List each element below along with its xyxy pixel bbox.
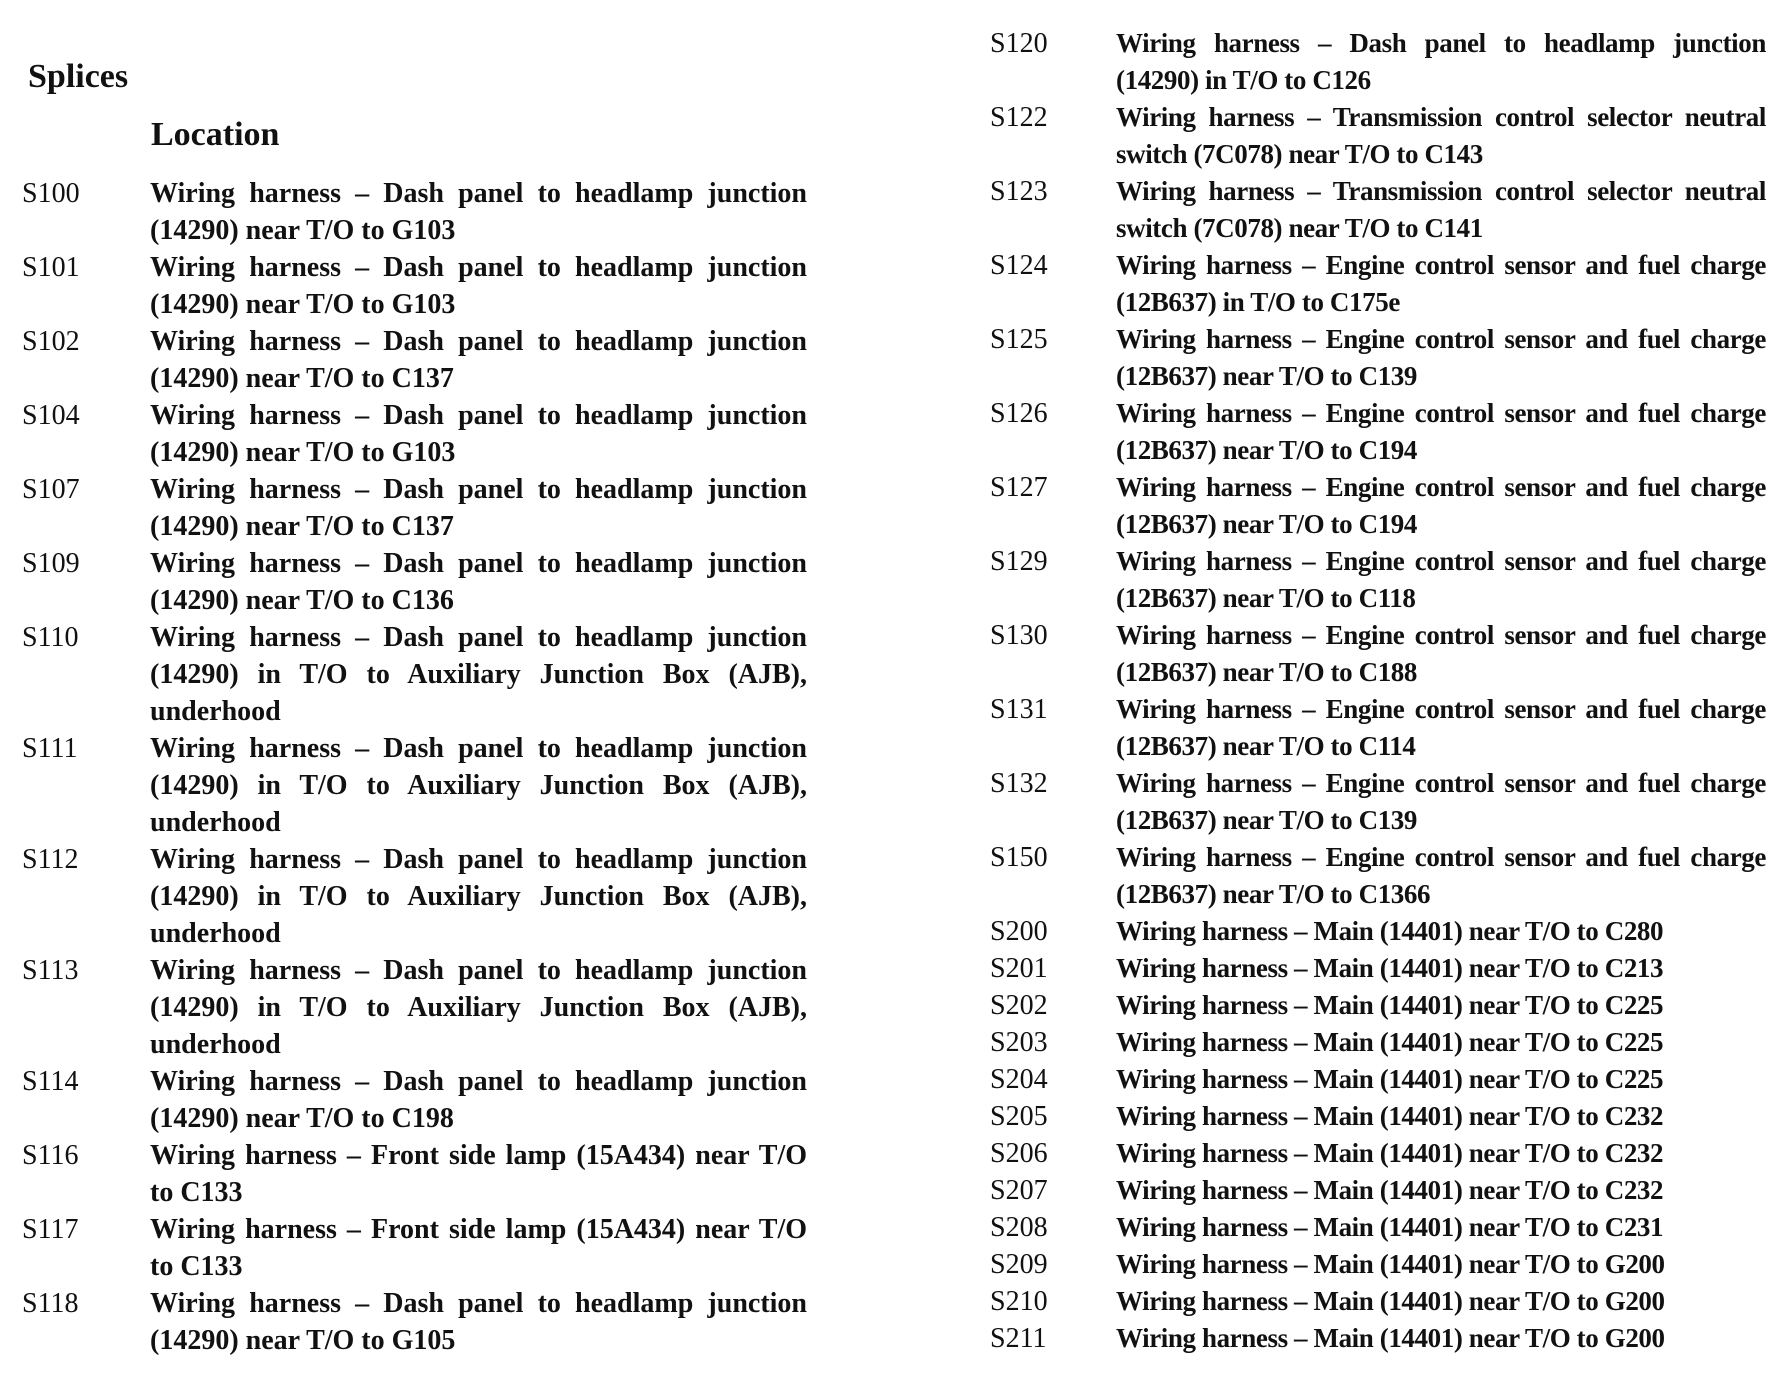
splice-code: S209	[990, 1249, 1048, 1280]
splice-entry	[990, 1172, 1770, 1209]
splice-code: S206	[990, 1138, 1048, 1169]
splice-location: Wiring harness – Engine control sensor and fuel charge (12B637) near T/O to C139	[1116, 324, 1766, 391]
splice-code: S109	[22, 548, 80, 579]
splice-location: Wiring harness – Dash panel to headlamp junction (14290) in T/O to Auxiliary Junction Box (AJB), underhood	[150, 622, 807, 727]
splice-location: Wiring harness – Dash panel to headlamp junction (14290) near T/O to G105	[150, 1288, 807, 1356]
splice-location: Wiring harness – Dash panel to headlamp junction (14290) in T/O to Auxiliary Junction Box (AJB), underhood	[150, 955, 807, 1060]
splice-entry	[22, 619, 807, 730]
splice-code: S132	[990, 768, 1048, 799]
splice-entry	[22, 952, 807, 1063]
section-title: Splices	[28, 58, 129, 95]
splice-code: S208	[990, 1212, 1048, 1243]
splice-location: Wiring harness – Transmission control selector neutral switch (7C078) near T/O to C141	[1116, 176, 1766, 243]
splice-code: S117	[22, 1214, 79, 1245]
splice-entry	[990, 1209, 1770, 1246]
splice-location: Wiring harness – Engine control sensor and fuel charge (12B637) near T/O to C194	[1116, 472, 1766, 539]
splice-location: Wiring harness – Engine control sensor and fuel charge (12B637) near T/O to C1366	[1116, 842, 1766, 909]
splice-entry	[990, 691, 1770, 765]
splice-code: S123	[990, 176, 1048, 207]
splice-entry	[990, 913, 1770, 950]
splice-location: Wiring harness – Engine control sensor and fuel charge (12B637) near T/O to C114	[1116, 694, 1766, 761]
splice-entry	[990, 839, 1770, 913]
splice-location: Wiring harness – Engine control sensor and fuel charge (12B637) near T/O to C188	[1116, 620, 1766, 687]
splice-location: Wiring harness – Dash panel to headlamp junction (14290) near T/O to C198	[150, 1066, 807, 1134]
splice-location: Wiring harness – Engine control sensor and fuel charge (12B637) near T/O to C118	[1116, 546, 1766, 613]
splice-code: S210	[990, 1286, 1048, 1317]
splice-location: Wiring harness – Main (14401) near T/O to G200	[1116, 1249, 1665, 1279]
splice-entry	[990, 987, 1770, 1024]
splice-entry	[990, 543, 1770, 617]
splice-location: Wiring harness – Engine control sensor and fuel charge (12B637) near T/O to C139	[1116, 768, 1766, 835]
splice-location: Wiring harness – Dash panel to headlamp junction (14290) near T/O to C137	[150, 474, 807, 542]
splice-code: S207	[990, 1175, 1048, 1206]
splice-location: Wiring harness – Main (14401) near T/O to C280	[1116, 916, 1664, 946]
splice-location: Wiring harness – Main (14401) near T/O to C225	[1116, 1027, 1664, 1057]
splice-entry	[990, 950, 1770, 987]
splice-code: S122	[990, 102, 1048, 133]
splice-code: S111	[22, 733, 78, 764]
splice-code: S205	[990, 1101, 1048, 1132]
splice-code: S204	[990, 1064, 1048, 1095]
splice-location: Wiring harness – Front side lamp (15A434) near T/O to C133	[150, 1214, 807, 1282]
splice-entry	[22, 545, 807, 619]
splice-entry	[22, 249, 807, 323]
splice-entry	[22, 323, 807, 397]
splice-location: Wiring harness – Dash panel to headlamp junction (14290) in T/O to C126	[1116, 28, 1766, 95]
splice-code: S202	[990, 990, 1048, 1021]
splice-entry	[22, 1285, 807, 1359]
splice-entry	[990, 1320, 1770, 1357]
splice-list-left	[22, 175, 807, 1359]
splice-entry	[990, 247, 1770, 321]
splice-location: Wiring harness – Main (14401) near T/O to G200	[1116, 1286, 1665, 1316]
splice-code: S125	[990, 324, 1048, 355]
splice-entry	[990, 1135, 1770, 1172]
splice-entry	[990, 321, 1770, 395]
splice-location: Wiring harness – Engine control sensor and fuel charge (12B637) near T/O to C194	[1116, 398, 1766, 465]
splice-entry	[990, 1098, 1770, 1135]
splice-location: Wiring harness – Main (14401) near T/O to C232	[1116, 1138, 1664, 1168]
splice-location: Wiring harness – Main (14401) near T/O to C232	[1116, 1101, 1664, 1131]
splice-location: Wiring harness – Main (14401) near T/O to G200	[1116, 1323, 1665, 1353]
splice-entry	[990, 617, 1770, 691]
splice-code: S129	[990, 546, 1048, 577]
splice-entry	[990, 173, 1770, 247]
splice-entry	[22, 1137, 807, 1211]
splice-entry	[990, 25, 1770, 99]
splice-code: S200	[990, 916, 1048, 947]
column-heading-location: Location	[151, 116, 280, 153]
splice-location: Wiring harness – Dash panel to headlamp junction (14290) near T/O to G103	[150, 252, 807, 320]
splice-location: Wiring harness – Main (14401) near T/O to C213	[1116, 953, 1664, 983]
splice-code: S126	[990, 398, 1048, 429]
splice-code: S201	[990, 953, 1048, 984]
splice-entry	[990, 395, 1770, 469]
splice-code: S118	[22, 1288, 79, 1319]
splice-code: S150	[990, 842, 1048, 873]
splice-location: Wiring harness – Dash panel to headlamp junction (14290) near T/O to G103	[150, 178, 807, 246]
splice-list-right	[990, 25, 1770, 1357]
splice-entry	[22, 841, 807, 952]
splice-code: S131	[990, 694, 1048, 725]
splice-code: S101	[22, 252, 80, 283]
splice-entry	[22, 1063, 807, 1137]
splice-entry	[990, 1024, 1770, 1061]
splice-code: S102	[22, 326, 80, 357]
splice-location: Wiring harness – Transmission control selector neutral switch (7C078) near T/O to C143	[1116, 102, 1766, 169]
splice-code: S127	[990, 472, 1048, 503]
splice-entry	[990, 765, 1770, 839]
splice-location: Wiring harness – Main (14401) near T/O to C225	[1116, 990, 1664, 1020]
splice-code: S130	[990, 620, 1048, 651]
splice-location: Wiring harness – Main (14401) near T/O to C231	[1116, 1212, 1664, 1242]
splice-entry	[990, 1246, 1770, 1283]
splice-code: S112	[22, 844, 79, 875]
splice-location: Wiring harness – Dash panel to headlamp junction (14290) near T/O to C137	[150, 326, 807, 394]
splice-code: S110	[22, 622, 79, 653]
splice-code: S124	[990, 250, 1048, 281]
splice-location: Wiring harness – Dash panel to headlamp junction (14290) near T/O to C136	[150, 548, 807, 616]
splice-code: S114	[22, 1066, 79, 1097]
splice-entry	[22, 730, 807, 841]
splice-location: Wiring harness – Main (14401) near T/O to C232	[1116, 1175, 1664, 1205]
splice-entry	[22, 1211, 807, 1285]
splice-entry	[22, 397, 807, 471]
splice-location: Wiring harness – Dash panel to headlamp junction (14290) in T/O to Auxiliary Junction Box (AJB), underhood	[150, 733, 807, 838]
splice-location: Wiring harness – Engine control sensor and fuel charge (12B637) in T/O to C175e	[1116, 250, 1766, 317]
splice-location: Wiring harness – Dash panel to headlamp junction (14290) in T/O to Auxiliary Junction Box (AJB), underhood	[150, 844, 807, 949]
splice-code: S116	[22, 1140, 79, 1171]
splice-code: S120	[990, 28, 1048, 59]
splice-code: S104	[22, 400, 80, 431]
splice-location: Wiring harness – Main (14401) near T/O to C225	[1116, 1064, 1664, 1094]
splice-entry	[990, 1061, 1770, 1098]
splice-entry	[990, 99, 1770, 173]
splice-location: Wiring harness – Dash panel to headlamp junction (14290) near T/O to G103	[150, 400, 807, 468]
splice-entry	[22, 175, 807, 249]
splice-entry	[990, 1283, 1770, 1320]
splice-code: S203	[990, 1027, 1048, 1058]
splice-entry	[990, 469, 1770, 543]
splice-code: S107	[22, 474, 80, 505]
splice-code: S100	[22, 178, 80, 209]
splice-code: S113	[22, 955, 79, 986]
splice-entry	[22, 471, 807, 545]
splice-code: S211	[990, 1323, 1047, 1354]
splice-location: Wiring harness – Front side lamp (15A434) near T/O to C133	[150, 1140, 807, 1208]
